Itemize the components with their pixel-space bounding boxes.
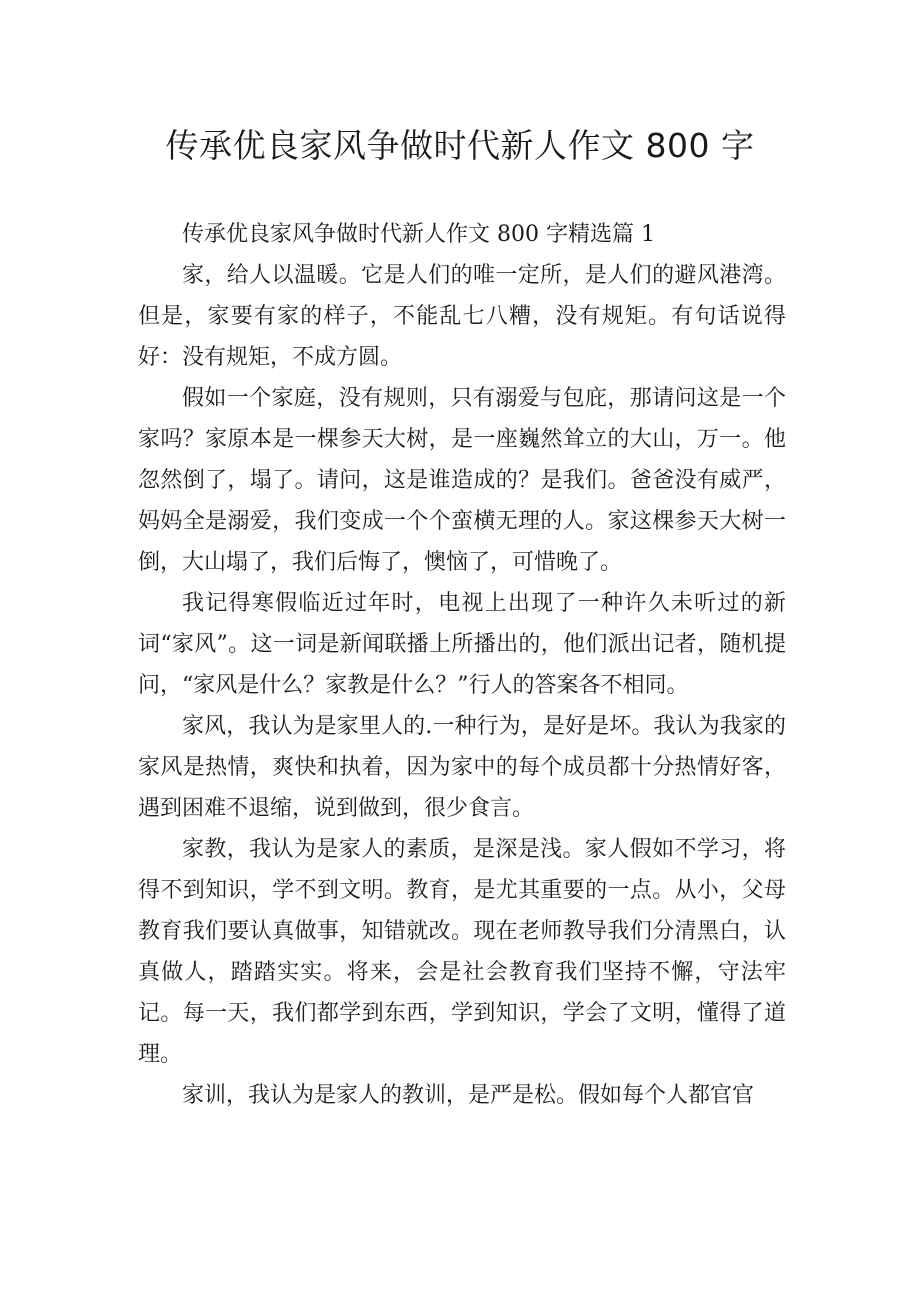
paragraph-4: 家风，我认为是家里人的.一种行为，是好是坏。我认为我家的家风是热情，爽快和执着，因为家中的每个成员都十分热情好客，遇到困难不退缩，说到做到，很少食言。 [138, 714, 786, 821]
paragraph-6: 家训，我认为是家人的教训，是严是松。假如每个人都官官 [182, 1083, 755, 1108]
paragraph-2: 假如一个家庭，没有规则，只有溺爱与包庇，那请问这是一个家吗？家原本是一棵参天大树，是一座巍然耸立的大山，万一。他忽然倒了，塌了。请问，这是谁造成的？是我们。爸爸没有威严，妈妈全是溺爱，我们变成一个个蛮横无理的人。家这棵参天大树一倒，大山塌了，我们后悔了，懊恼了，可惜晚了。 [138, 386, 786, 575]
document-title: 传承优良家风争做时代新人作文 800 字 [165, 126, 755, 165]
document-body [138, 214, 786, 1116]
paragraph-1: 家，给人以温暖。它是人们的唯一定所，是人们的避风港湾。但是，家要有家的样子，不能乱七八糟，没有规矩。有句话说得好：没有规矩，不成方圆。 [138, 263, 786, 370]
section-heading: 传承优良家风争做时代新人作文 800 字精选篇 1 [182, 222, 655, 247]
paragraph-5: 家教，我认为是家人的素质，是深是浅。家人假如不学习，将得不到知识，学不到文明。教育，是尤其重要的一点。从小，父母教育我们要认真做事，知错就改。现在老师教导我们分清黑白，认真做人，踏踏实实。将来，会是社会教育我们坚持不懈，守法牢记。每一天，我们都学到东西，学到知识，学会了文明，懂得了道理。 [138, 837, 786, 1067]
paragraph-3: 我记得寒假临近过年时，电视上出现了一种许久未听过的新词“家风”。这一词是新闻联播上所播出的，他们派出记者，随机提问，“家风是什么？家教是什么？”行人的答案各不相同。 [138, 591, 786, 698]
